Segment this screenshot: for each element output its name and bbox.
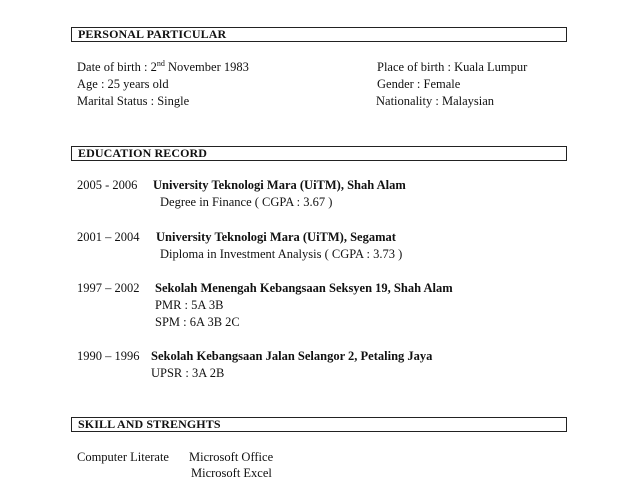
education-years: 1990 – 1996 [77, 349, 140, 363]
skill-label: Computer Literate [77, 450, 169, 464]
education-years: 2001 – 2004 [77, 230, 140, 244]
place-of-birth: Place of birth : Kuala Lumpur [377, 60, 528, 74]
education-detail: Degree in Finance ( CGPA : 3.67 ) [160, 195, 333, 209]
age: Age : 25 years old [77, 77, 169, 91]
education-years: 2005 - 2006 [77, 178, 138, 192]
education-school: Sekolah Kebangsaan Jalan Selangor 2, Petaling Jaya [151, 349, 433, 363]
education-detail: UPSR : 3A 2B [151, 366, 225, 380]
education-detail: PMR : 5A 3B [155, 298, 224, 312]
section-title: EDUCATION RECORD [78, 146, 208, 160]
skill-item: Microsoft Excel [191, 466, 272, 480]
education-detail: SPM : 6A 3B 2C [155, 315, 240, 329]
skills-header [71, 417, 567, 432]
section-title: SKILL AND STRENGHTS [78, 417, 221, 431]
education-school: University Teknologi Mara (UiTM), Shah Alam [153, 178, 406, 192]
education-detail: Diploma in Investment Analysis ( CGPA : 3.73 ) [160, 247, 403, 261]
personal-particular-header [71, 27, 567, 42]
section-title: PERSONAL PARTICULAR [78, 27, 227, 41]
education-school: University Teknologi Mara (UiTM), Segamat [156, 230, 396, 244]
gender: Gender : Female [377, 77, 461, 91]
education-years: 1997 – 2002 [77, 281, 140, 295]
date-of-birth: Date of birth : 2nd November 1983 [77, 58, 249, 74]
nationality: Nationality : Malaysian [376, 94, 495, 108]
education-school: Sekolah Menengah Kebangsaan Seksyen 19, Shah Alam [155, 281, 453, 295]
education-record-header [71, 146, 567, 161]
skill-item: Microsoft Office [189, 450, 274, 464]
marital-status: Marital Status : Single [77, 94, 190, 108]
